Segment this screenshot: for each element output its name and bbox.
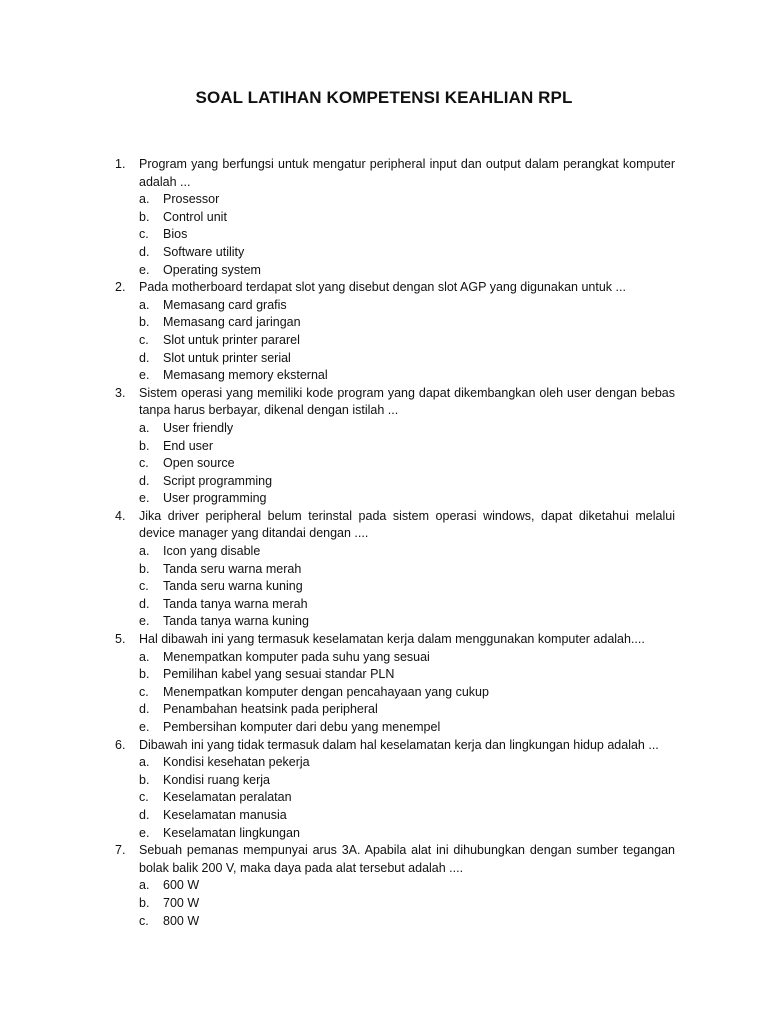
option-text: Open source (163, 456, 235, 471)
answer-option (139, 561, 675, 579)
option-text: Keselamatan lingkungan (163, 825, 300, 840)
option-text: Operating system (163, 262, 261, 277)
option-text: Keselamatan peralatan (163, 790, 292, 805)
question-text: Sistem operasi yang memiliki kode program yang dapat dikembangkan oleh user dengan bebas tanpa harus berbayar, dikenal dengan istilah ... (139, 385, 675, 418)
option-letter: a. (139, 420, 150, 435)
answer-option (139, 209, 675, 227)
question-item (115, 842, 675, 930)
question-item (115, 631, 675, 737)
answer-option (139, 895, 675, 913)
answer-option (139, 473, 675, 491)
option-text: Bios (163, 227, 188, 242)
option-text: Slot untuk printer pararel (163, 332, 300, 347)
question-number: 6. (115, 737, 126, 752)
option-text: Memasang card jaringan (163, 315, 301, 330)
option-letter: a. (139, 878, 150, 893)
option-letter: a. (139, 297, 150, 312)
option-text: Software utility (163, 244, 245, 259)
page-title: SOAL LATIHAN KOMPETENSI KEAHLIAN RPL (195, 88, 573, 107)
option-text: Slot untuk printer serial (163, 350, 291, 365)
question-item (115, 156, 675, 279)
answer-option (139, 772, 675, 790)
question-item (115, 508, 675, 631)
question-list (115, 156, 675, 930)
option-text: Prosessor (163, 192, 220, 207)
option-text: User programming (163, 491, 267, 506)
answer-option (139, 490, 675, 508)
answer-option (139, 262, 675, 280)
answer-option (139, 191, 675, 209)
option-text: Menempatkan komputer dengan pencahayaan yang cukup (163, 684, 489, 699)
option-text: User friendly (163, 420, 234, 435)
answer-option (139, 701, 675, 719)
answer-option (139, 807, 675, 825)
option-text: Penambahan heatsink pada peripheral (163, 702, 378, 717)
option-letter: c. (139, 579, 149, 594)
answer-option (139, 684, 675, 702)
option-text: End user (163, 438, 214, 453)
option-letter: d. (139, 702, 150, 717)
answer-option (139, 754, 675, 772)
answer-option (139, 719, 675, 737)
option-text: Tanda tanya warna kuning (163, 614, 309, 629)
option-text: Icon yang disable (163, 544, 261, 559)
option-letter: c. (139, 332, 149, 347)
option-letter: d. (139, 596, 150, 611)
option-text: Menempatkan komputer pada suhu yang sesuai (163, 649, 430, 664)
answer-option (139, 649, 675, 667)
question-text: Program yang berfungsi untuk mengatur peripheral input dan output dalam perangkat komputer adalah ... (139, 157, 675, 189)
question-item (115, 737, 675, 843)
question-item (115, 279, 675, 385)
option-letter: d. (139, 244, 150, 259)
option-letter: b. (139, 209, 150, 224)
option-letter: c. (139, 790, 149, 805)
option-text: Tanda seru warna kuning (163, 579, 303, 594)
option-letter: b. (139, 667, 150, 682)
answer-option (139, 543, 675, 561)
option-letter: b. (139, 895, 150, 910)
answer-option (139, 578, 675, 596)
option-letter: c. (139, 227, 149, 242)
answer-option (139, 913, 675, 931)
option-letter: d. (139, 473, 150, 488)
option-list (139, 543, 675, 631)
option-letter: b. (139, 561, 150, 576)
answer-option (139, 226, 675, 244)
question-item (115, 385, 675, 508)
option-letter: a. (139, 544, 150, 559)
question-text: Jika driver peripheral belum terinstal pada sistem operasi windows, dapat diketahui melalui device manager yang ditandai dengan .... (139, 508, 675, 541)
option-list (139, 297, 675, 385)
option-letter: b. (139, 315, 150, 330)
option-letter: e. (139, 720, 150, 734)
answer-option (139, 613, 675, 631)
option-text: Control unit (163, 209, 227, 224)
option-list (139, 191, 675, 279)
answer-option (139, 350, 675, 368)
option-letter: c. (139, 684, 149, 699)
answer-option (139, 244, 675, 262)
option-list (139, 877, 675, 930)
option-text: 600 W (163, 878, 200, 893)
answer-option (139, 455, 675, 473)
answer-option (139, 825, 675, 843)
option-letter: c. (139, 456, 149, 471)
question-text: Hal dibawah ini yang termasuk keselamatan kerja dalam menggunakan komputer adalah.... (139, 632, 645, 647)
option-text: Memasang card grafis (163, 297, 287, 312)
option-text: Script programming (163, 473, 273, 488)
question-number: 7. (115, 843, 126, 858)
option-letter: b. (139, 438, 150, 453)
answer-option (139, 297, 675, 315)
answer-option (139, 789, 675, 807)
option-letter: e. (139, 491, 150, 506)
option-letter: d. (139, 807, 150, 822)
option-text: 800 W (163, 913, 200, 928)
option-letter: b. (139, 772, 150, 787)
option-letter: a. (139, 192, 150, 207)
question-text: Pada motherboard terdapat slot yang disebut dengan slot AGP yang digunakan untuk ... (139, 280, 626, 295)
answer-option (139, 367, 675, 385)
option-text: Kondisi kesehatan pekerja (163, 755, 310, 770)
answer-option (139, 332, 675, 350)
question-number: 3. (115, 385, 126, 400)
option-text: Kondisi ruang kerja (163, 772, 271, 787)
answer-option (139, 596, 675, 614)
option-list (139, 754, 675, 842)
option-letter: a. (139, 649, 150, 664)
question-text: Dibawah ini yang tidak termasuk dalam hal keselamatan kerja dan lingkungan hidup adalah ... (139, 737, 659, 752)
option-text: Tanda seru warna merah (163, 561, 302, 576)
option-letter: e. (139, 825, 150, 840)
question-text: Sebuah pemanas mempunyai arus 3A. Apabila alat ini dihubungkan dengan sumber tegangan bolak balik 200 V, maka daya pada alat tersebut adalah .... (139, 843, 675, 875)
option-text: Tanda tanya warna merah (163, 596, 308, 611)
answer-option (139, 666, 675, 684)
question-number: 2. (115, 280, 126, 295)
question-number: 5. (115, 632, 126, 647)
option-text: Keselamatan manusia (163, 807, 287, 822)
option-letter: e. (139, 262, 150, 277)
option-text: Pembersihan komputer dari debu yang menempel (163, 720, 441, 734)
option-text: Memasang memory eksternal (163, 368, 328, 383)
answer-option (139, 877, 675, 895)
option-text: 700 W (163, 895, 200, 910)
option-letter: c. (139, 913, 149, 928)
option-text: Pemilihan kabel yang sesuai standar PLN (163, 667, 395, 682)
answer-option (139, 314, 675, 332)
question-number: 4. (115, 508, 126, 523)
answer-option (139, 420, 675, 438)
option-letter: a. (139, 755, 150, 770)
option-letter: e. (139, 368, 150, 383)
question-number: 1. (115, 157, 126, 171)
option-list (139, 420, 675, 508)
option-letter: d. (139, 350, 150, 365)
option-list (139, 649, 675, 737)
option-letter: e. (139, 614, 150, 629)
answer-option (139, 438, 675, 456)
